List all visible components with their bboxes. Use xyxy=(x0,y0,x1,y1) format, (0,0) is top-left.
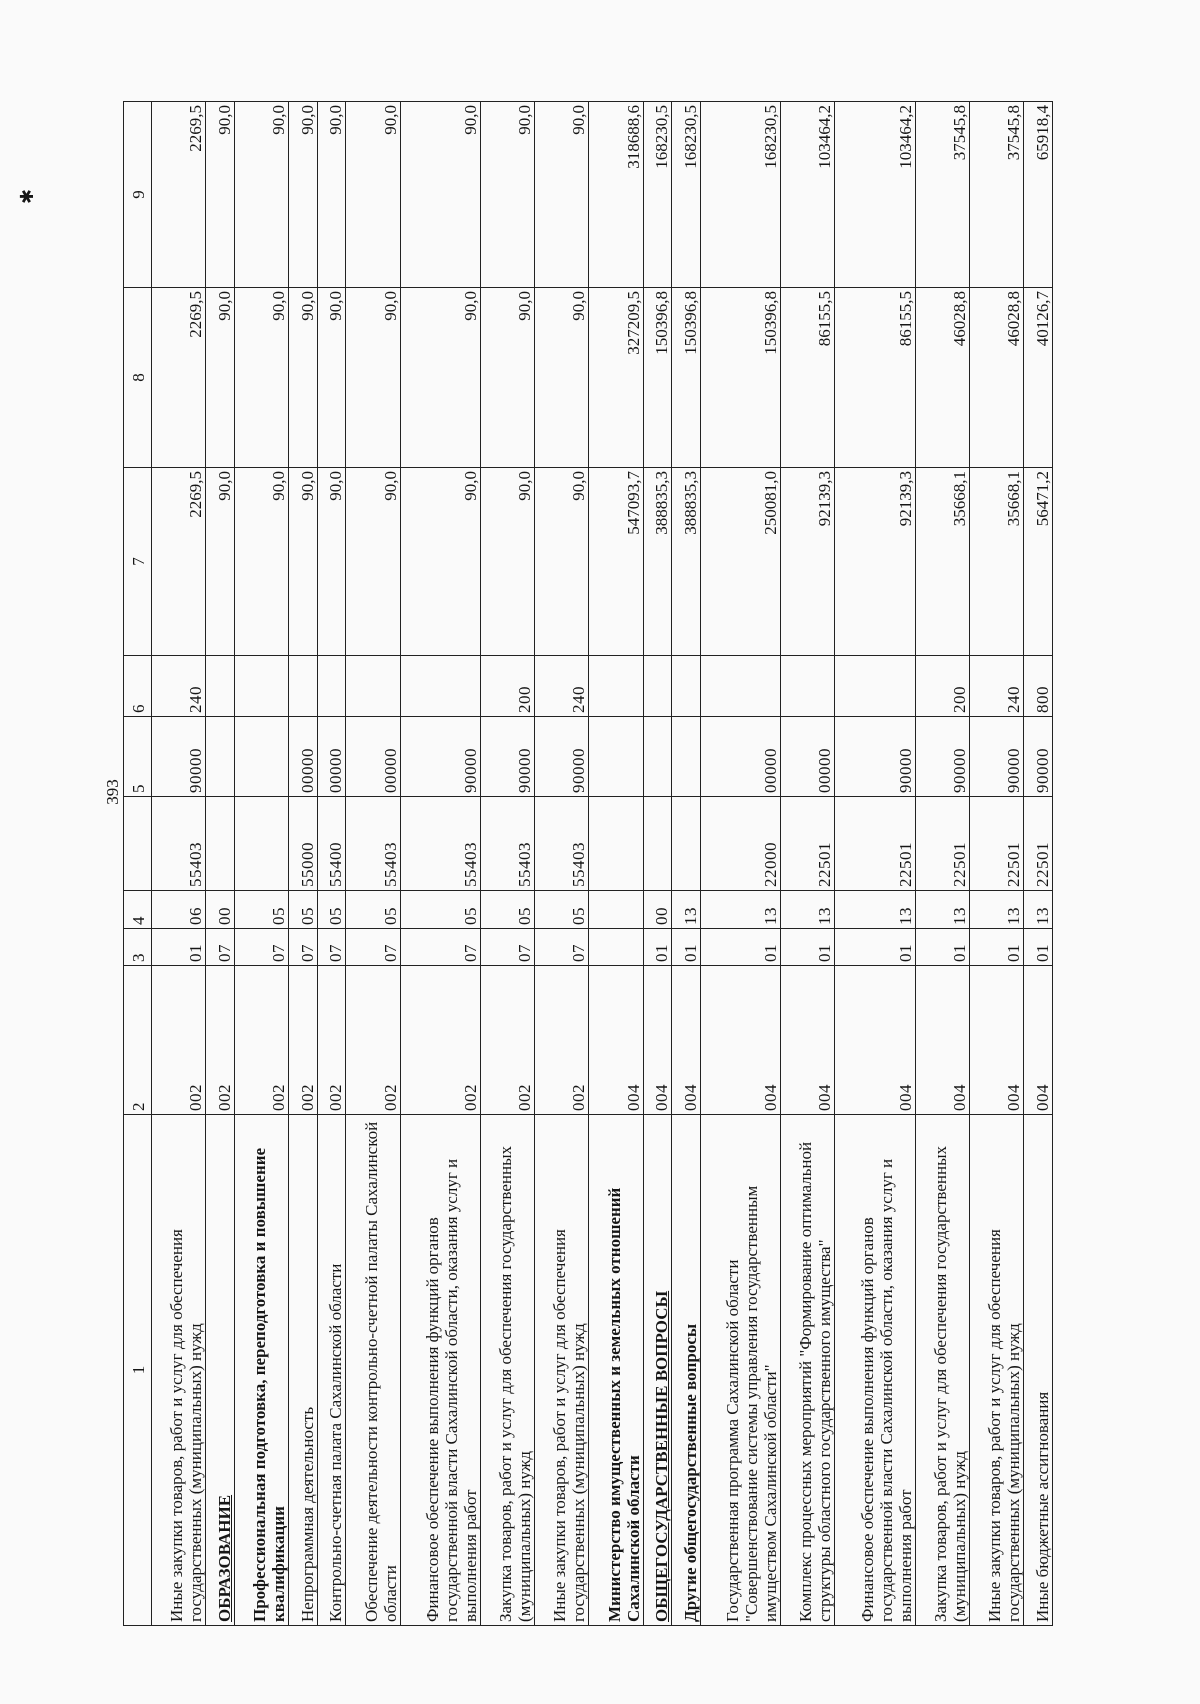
row-title-cell: Комплекс процессных мероприятий "Формирование оптимальной структуры областного государственного имущества" xyxy=(781,1115,835,1626)
row-value-cell: 92139,3 xyxy=(835,468,915,656)
row-value-cell: 35668,1 xyxy=(915,468,969,656)
row-value-cell: 56471,2 xyxy=(1024,468,1053,656)
row-value-cell: 05 xyxy=(234,891,288,929)
table-row xyxy=(480,102,534,1626)
row-value-cell xyxy=(672,656,701,717)
row-value-cell: 90,0 xyxy=(317,288,346,468)
row-value-cell: 168230,5 xyxy=(643,102,672,288)
row-value-cell: 250081,0 xyxy=(700,468,780,656)
table-body xyxy=(152,102,1053,1626)
row-value-cell xyxy=(835,656,915,717)
row-value-cell xyxy=(589,891,643,929)
row-value-cell: 388835,3 xyxy=(643,468,672,656)
row-value-cell: 92139,3 xyxy=(781,468,835,656)
row-value-cell: 55403 xyxy=(400,797,480,891)
row-value-cell xyxy=(672,717,701,797)
table-row xyxy=(969,102,1023,1626)
row-value-cell: 01 xyxy=(672,929,701,966)
row-value-cell: 05 xyxy=(289,891,318,929)
row-value-cell: 01 xyxy=(915,929,969,966)
row-value-cell: 55403 xyxy=(152,797,206,891)
row-value-cell: 90000 xyxy=(400,717,480,797)
row-title-cell: Иные бюджетные ассигнования xyxy=(1024,1115,1053,1626)
row-value-cell: 86155,5 xyxy=(781,288,835,468)
row-value-cell xyxy=(643,797,672,891)
row-value-cell: 168230,5 xyxy=(672,102,701,288)
row-value-cell xyxy=(206,797,235,891)
row-value-cell: 2269,5 xyxy=(152,468,206,656)
row-value-cell: 90000 xyxy=(915,717,969,797)
row-value-cell: 07 xyxy=(535,929,589,966)
row-title-cell: ОБРАЗОВАНИЕ xyxy=(206,1115,235,1626)
row-value-cell: 90,0 xyxy=(346,102,400,288)
row-value-cell: 004 xyxy=(969,966,1023,1115)
row-value-cell: 07 xyxy=(346,929,400,966)
row-value-cell: 90,0 xyxy=(400,102,480,288)
row-value-cell: 01 xyxy=(700,929,780,966)
row-value-cell: 002 xyxy=(317,966,346,1115)
row-value-cell: 90,0 xyxy=(535,102,589,288)
header-cell: 3 xyxy=(124,929,152,966)
header-cell xyxy=(124,797,152,891)
row-value-cell xyxy=(234,717,288,797)
row-value-cell: 05 xyxy=(400,891,480,929)
row-value-cell: 90,0 xyxy=(234,468,288,656)
row-value-cell xyxy=(206,717,235,797)
row-value-cell: 004 xyxy=(781,966,835,1115)
row-value-cell: 07 xyxy=(400,929,480,966)
row-value-cell xyxy=(643,717,672,797)
row-value-cell: 004 xyxy=(589,966,643,1115)
table-row xyxy=(289,102,318,1626)
row-value-cell: 13 xyxy=(781,891,835,929)
stray-mark: ✱ xyxy=(17,188,38,205)
row-value-cell: 004 xyxy=(915,966,969,1115)
table-row xyxy=(835,102,915,1626)
table-row xyxy=(535,102,589,1626)
row-value-cell: 90,0 xyxy=(289,288,318,468)
row-value-cell: 90,0 xyxy=(400,468,480,656)
row-value-cell: 103464,2 xyxy=(835,102,915,288)
table-row xyxy=(643,102,672,1626)
row-value-cell: 90000 xyxy=(152,717,206,797)
row-value-cell: 35668,1 xyxy=(969,468,1023,656)
table-row xyxy=(234,102,288,1626)
row-value-cell: 388835,3 xyxy=(672,468,701,656)
table-row xyxy=(781,102,835,1626)
row-value-cell: 90,0 xyxy=(535,468,589,656)
budget-table-container xyxy=(123,102,1053,1626)
row-value-cell: 00000 xyxy=(700,717,780,797)
row-value-cell: 327209,5 xyxy=(589,288,643,468)
header-cell: 8 xyxy=(124,288,152,468)
row-value-cell: 90,0 xyxy=(317,102,346,288)
row-value-cell: 200 xyxy=(480,656,534,717)
row-value-cell: 00 xyxy=(643,891,672,929)
row-value-cell: 90,0 xyxy=(480,468,534,656)
row-value-cell: 01 xyxy=(1024,929,1053,966)
table-row xyxy=(206,102,235,1626)
row-value-cell: 01 xyxy=(969,929,1023,966)
row-value-cell: 240 xyxy=(152,656,206,717)
row-value-cell: 22501 xyxy=(1024,797,1053,891)
row-value-cell xyxy=(589,656,643,717)
table-row xyxy=(1024,102,1053,1626)
row-value-cell xyxy=(672,797,701,891)
row-value-cell: 002 xyxy=(206,966,235,1115)
row-value-cell: 004 xyxy=(700,966,780,1115)
row-value-cell: 002 xyxy=(234,966,288,1115)
row-title-cell: Финансовое обеспечение выполнения функций органов государственной власти Сахалинской области, оказания услуг и выполнения работ xyxy=(835,1115,915,1626)
table-row xyxy=(152,102,206,1626)
row-value-cell: 800 xyxy=(1024,656,1053,717)
row-value-cell: 90,0 xyxy=(289,102,318,288)
row-value-cell: 05 xyxy=(535,891,589,929)
row-value-cell: 90,0 xyxy=(346,468,400,656)
row-value-cell: 86155,5 xyxy=(835,288,915,468)
row-value-cell: 40126,7 xyxy=(1024,288,1053,468)
row-value-cell: 22501 xyxy=(781,797,835,891)
row-value-cell: 00 xyxy=(206,891,235,929)
row-value-cell: 240 xyxy=(535,656,589,717)
row-value-cell: 07 xyxy=(317,929,346,966)
row-value-cell: 002 xyxy=(152,966,206,1115)
row-value-cell: 90000 xyxy=(835,717,915,797)
row-value-cell: 002 xyxy=(480,966,534,1115)
row-value-cell: 65918,4 xyxy=(1024,102,1053,288)
row-value-cell: 01 xyxy=(152,929,206,966)
table-row xyxy=(672,102,701,1626)
row-value-cell: 150396,8 xyxy=(700,288,780,468)
header-cell: 5 xyxy=(124,717,152,797)
row-value-cell: 002 xyxy=(289,966,318,1115)
row-value-cell xyxy=(781,656,835,717)
row-value-cell: 07 xyxy=(206,929,235,966)
row-title-cell: Обеспечение деятельности контрольно-счетной палаты Сахалинской области xyxy=(346,1115,400,1626)
row-value-cell: 05 xyxy=(317,891,346,929)
row-value-cell xyxy=(289,656,318,717)
row-value-cell: 55403 xyxy=(535,797,589,891)
row-value-cell: 01 xyxy=(781,929,835,966)
row-value-cell xyxy=(234,797,288,891)
row-value-cell: 55000 xyxy=(289,797,318,891)
row-title-cell: Профессиональная подготовка, переподготовка и повышение квалификации xyxy=(234,1115,288,1626)
row-value-cell: 90,0 xyxy=(234,288,288,468)
row-value-cell: 46028,8 xyxy=(969,288,1023,468)
row-value-cell: 002 xyxy=(400,966,480,1115)
row-value-cell xyxy=(589,717,643,797)
row-value-cell: 01 xyxy=(643,929,672,966)
row-value-cell: 150396,8 xyxy=(672,288,701,468)
row-value-cell: 90,0 xyxy=(206,288,235,468)
row-value-cell: 37545,8 xyxy=(969,102,1023,288)
row-value-cell: 06 xyxy=(152,891,206,929)
row-title-cell: Министерство имущественных и земельных отношений Сахалинской области xyxy=(589,1115,643,1626)
row-value-cell xyxy=(346,656,400,717)
row-value-cell: 07 xyxy=(480,929,534,966)
table-row xyxy=(346,102,400,1626)
row-value-cell: 90,0 xyxy=(317,468,346,656)
row-value-cell xyxy=(589,929,643,966)
row-title-cell: Иные закупки товаров, работ и услуг для обеспечения государственных (муниципальных) нужд xyxy=(152,1115,206,1626)
header-cell: 2 xyxy=(124,966,152,1115)
row-value-cell: 168230,5 xyxy=(700,102,780,288)
row-value-cell: 22501 xyxy=(835,797,915,891)
row-value-cell: 22501 xyxy=(969,797,1023,891)
row-value-cell xyxy=(234,656,288,717)
header-cell: 9 xyxy=(124,102,152,288)
row-value-cell: 002 xyxy=(535,966,589,1115)
row-title-cell: ОБЩЕГОСУДАРСТВЕННЫЕ ВОПРОСЫ xyxy=(643,1115,672,1626)
row-value-cell: 13 xyxy=(915,891,969,929)
row-title-cell: Другие общегосударственные вопросы xyxy=(672,1115,701,1626)
row-value-cell: 103464,2 xyxy=(781,102,835,288)
header-cell: 7 xyxy=(124,468,152,656)
row-value-cell xyxy=(700,656,780,717)
row-value-cell: 240 xyxy=(969,656,1023,717)
row-value-cell: 90000 xyxy=(480,717,534,797)
row-value-cell: 004 xyxy=(1024,966,1053,1115)
row-value-cell: 01 xyxy=(835,929,915,966)
table-row xyxy=(700,102,780,1626)
table-row xyxy=(400,102,480,1626)
row-value-cell: 00000 xyxy=(289,717,318,797)
row-value-cell: 00000 xyxy=(346,717,400,797)
row-value-cell: 004 xyxy=(835,966,915,1115)
row-value-cell: 07 xyxy=(234,929,288,966)
table-row xyxy=(317,102,346,1626)
header-cell: 4 xyxy=(124,891,152,929)
row-value-cell: 002 xyxy=(346,966,400,1115)
row-value-cell: 22000 xyxy=(700,797,780,891)
row-value-cell: 55400 xyxy=(317,797,346,891)
row-value-cell: 200 xyxy=(915,656,969,717)
row-value-cell: 318688,6 xyxy=(589,102,643,288)
row-value-cell: 46028,8 xyxy=(915,288,969,468)
row-title-cell: Закупка товаров, работ и услуг для обеспечения государственных (муниципальных) нужд xyxy=(480,1115,534,1626)
row-value-cell: 2269,5 xyxy=(152,102,206,288)
row-value-cell: 150396,8 xyxy=(643,288,672,468)
row-title-cell: Иные закупки товаров, работ и услуг для обеспечения государственных (муниципальных) нужд xyxy=(969,1115,1023,1626)
row-value-cell: 13 xyxy=(1024,891,1053,929)
row-value-cell: 90000 xyxy=(535,717,589,797)
row-value-cell: 90000 xyxy=(969,717,1023,797)
row-value-cell: 13 xyxy=(672,891,701,929)
row-value-cell: 37545,8 xyxy=(915,102,969,288)
row-title-cell: Непрограммная деятельность xyxy=(289,1115,318,1626)
row-value-cell: 90,0 xyxy=(400,288,480,468)
header-row xyxy=(124,102,152,1626)
row-value-cell: 90,0 xyxy=(289,468,318,656)
row-value-cell xyxy=(400,656,480,717)
row-value-cell: 90,0 xyxy=(206,468,235,656)
row-value-cell xyxy=(206,656,235,717)
row-value-cell: 55403 xyxy=(346,797,400,891)
row-value-cell: 90,0 xyxy=(480,102,534,288)
row-value-cell: 90000 xyxy=(1024,717,1053,797)
row-value-cell: 547093,7 xyxy=(589,468,643,656)
row-title-cell: Государственная программа Сахалинской области "Совершенствование системы управления государственным имуществом Сахалинской области" xyxy=(700,1115,780,1626)
header-cell: 6 xyxy=(124,656,152,717)
row-value-cell: 90,0 xyxy=(234,102,288,288)
row-value-cell: 13 xyxy=(969,891,1023,929)
row-value-cell xyxy=(643,656,672,717)
row-value-cell: 05 xyxy=(480,891,534,929)
row-value-cell: 07 xyxy=(289,929,318,966)
row-value-cell: 05 xyxy=(346,891,400,929)
table-row xyxy=(915,102,969,1626)
budget-table xyxy=(123,101,1053,1626)
row-title-cell: Иные закупки товаров, работ и услуг для обеспечения государственных (муниципальных) нужд xyxy=(535,1115,589,1626)
row-value-cell: 90,0 xyxy=(346,288,400,468)
row-value-cell: 55403 xyxy=(480,797,534,891)
row-value-cell: 00000 xyxy=(781,717,835,797)
row-value-cell: 90,0 xyxy=(535,288,589,468)
header-cell: 1 xyxy=(124,1115,152,1626)
row-value-cell: 90,0 xyxy=(480,288,534,468)
row-value-cell: 13 xyxy=(835,891,915,929)
row-value-cell: 2269,5 xyxy=(152,288,206,468)
row-value-cell: 004 xyxy=(672,966,701,1115)
row-title-cell: Закупка товаров, работ и услуг для обеспечения государственных (муниципальных) нужд xyxy=(915,1115,969,1626)
page-number: 393 xyxy=(102,779,122,805)
table-row xyxy=(589,102,643,1626)
row-value-cell: 22501 xyxy=(915,797,969,891)
row-value-cell: 90,0 xyxy=(206,102,235,288)
row-value-cell: 00000 xyxy=(317,717,346,797)
row-title-cell: Финансовое обеспечение выполнения функций органов государственной власти Сахалинской области, оказания услуг и выполнения работ xyxy=(400,1115,480,1626)
row-value-cell xyxy=(589,797,643,891)
row-value-cell: 13 xyxy=(700,891,780,929)
row-value-cell xyxy=(317,656,346,717)
row-value-cell: 004 xyxy=(643,966,672,1115)
row-title-cell: Контрольно-счетная палата Сахалинской области xyxy=(317,1115,346,1626)
